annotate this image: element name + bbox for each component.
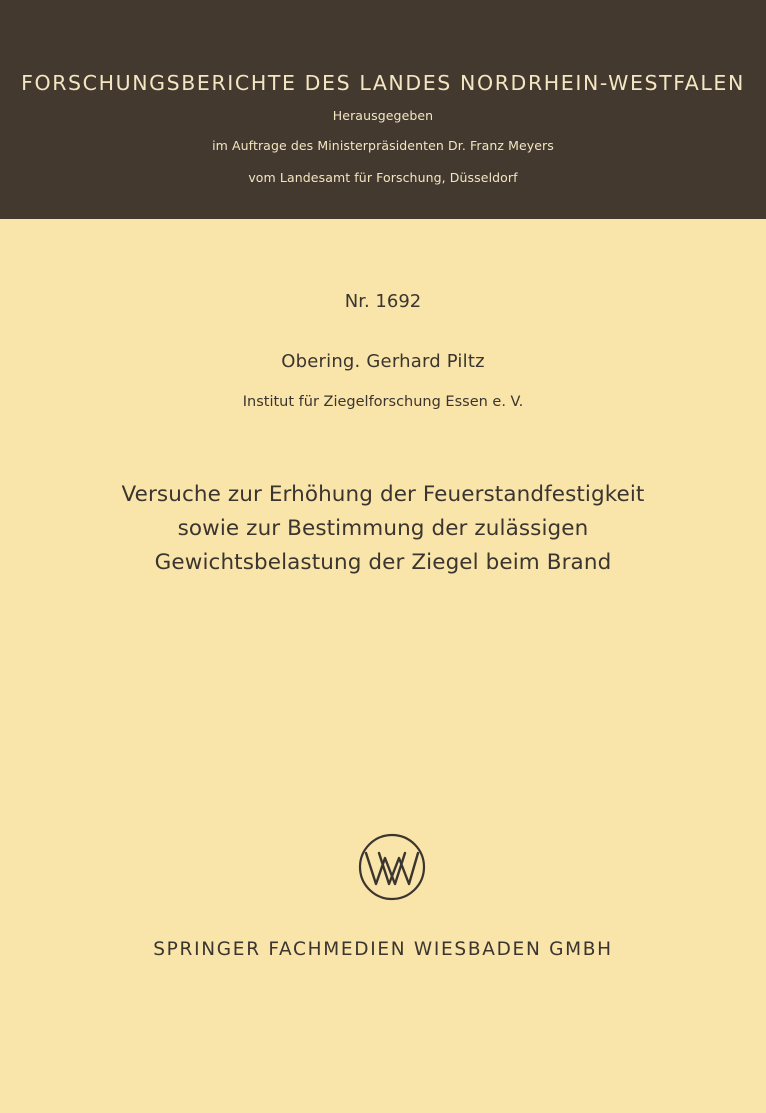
report-number: Nr. 1692 bbox=[344, 291, 422, 312]
publisher-name: SPRINGER FACHMEDIEN WIESBADEN GMBH bbox=[153, 939, 613, 960]
commissioned-by-line: im Auftrage des Ministerpräsidenten Dr. Franz Meyers bbox=[212, 138, 554, 153]
publisher-logo-icon bbox=[357, 832, 427, 902]
author-institute: Institut für Ziegelforschung Essen e. V. bbox=[242, 394, 524, 410]
report-title-line-2: sowie zur Bestimmung der zulässigen bbox=[177, 516, 589, 541]
report-title-line-1: Versuche zur Erhöhung der Feuerstandfestigkeit bbox=[121, 482, 645, 507]
cover-header-band bbox=[0, 0, 766, 219]
author-name: Obering. Gerhard Piltz bbox=[281, 351, 485, 372]
report-title-line-3: Gewichtsbelastung der Ziegel beim Brand bbox=[154, 550, 612, 575]
editor-line: Herausgegeben bbox=[332, 108, 434, 123]
issuing-office-line: vom Landesamt für Forschung, Düsseldorf bbox=[248, 170, 518, 185]
series-title: FORSCHUNGSBERICHTE DES LANDES NORDRHEIN-WESTFALEN bbox=[21, 71, 745, 95]
